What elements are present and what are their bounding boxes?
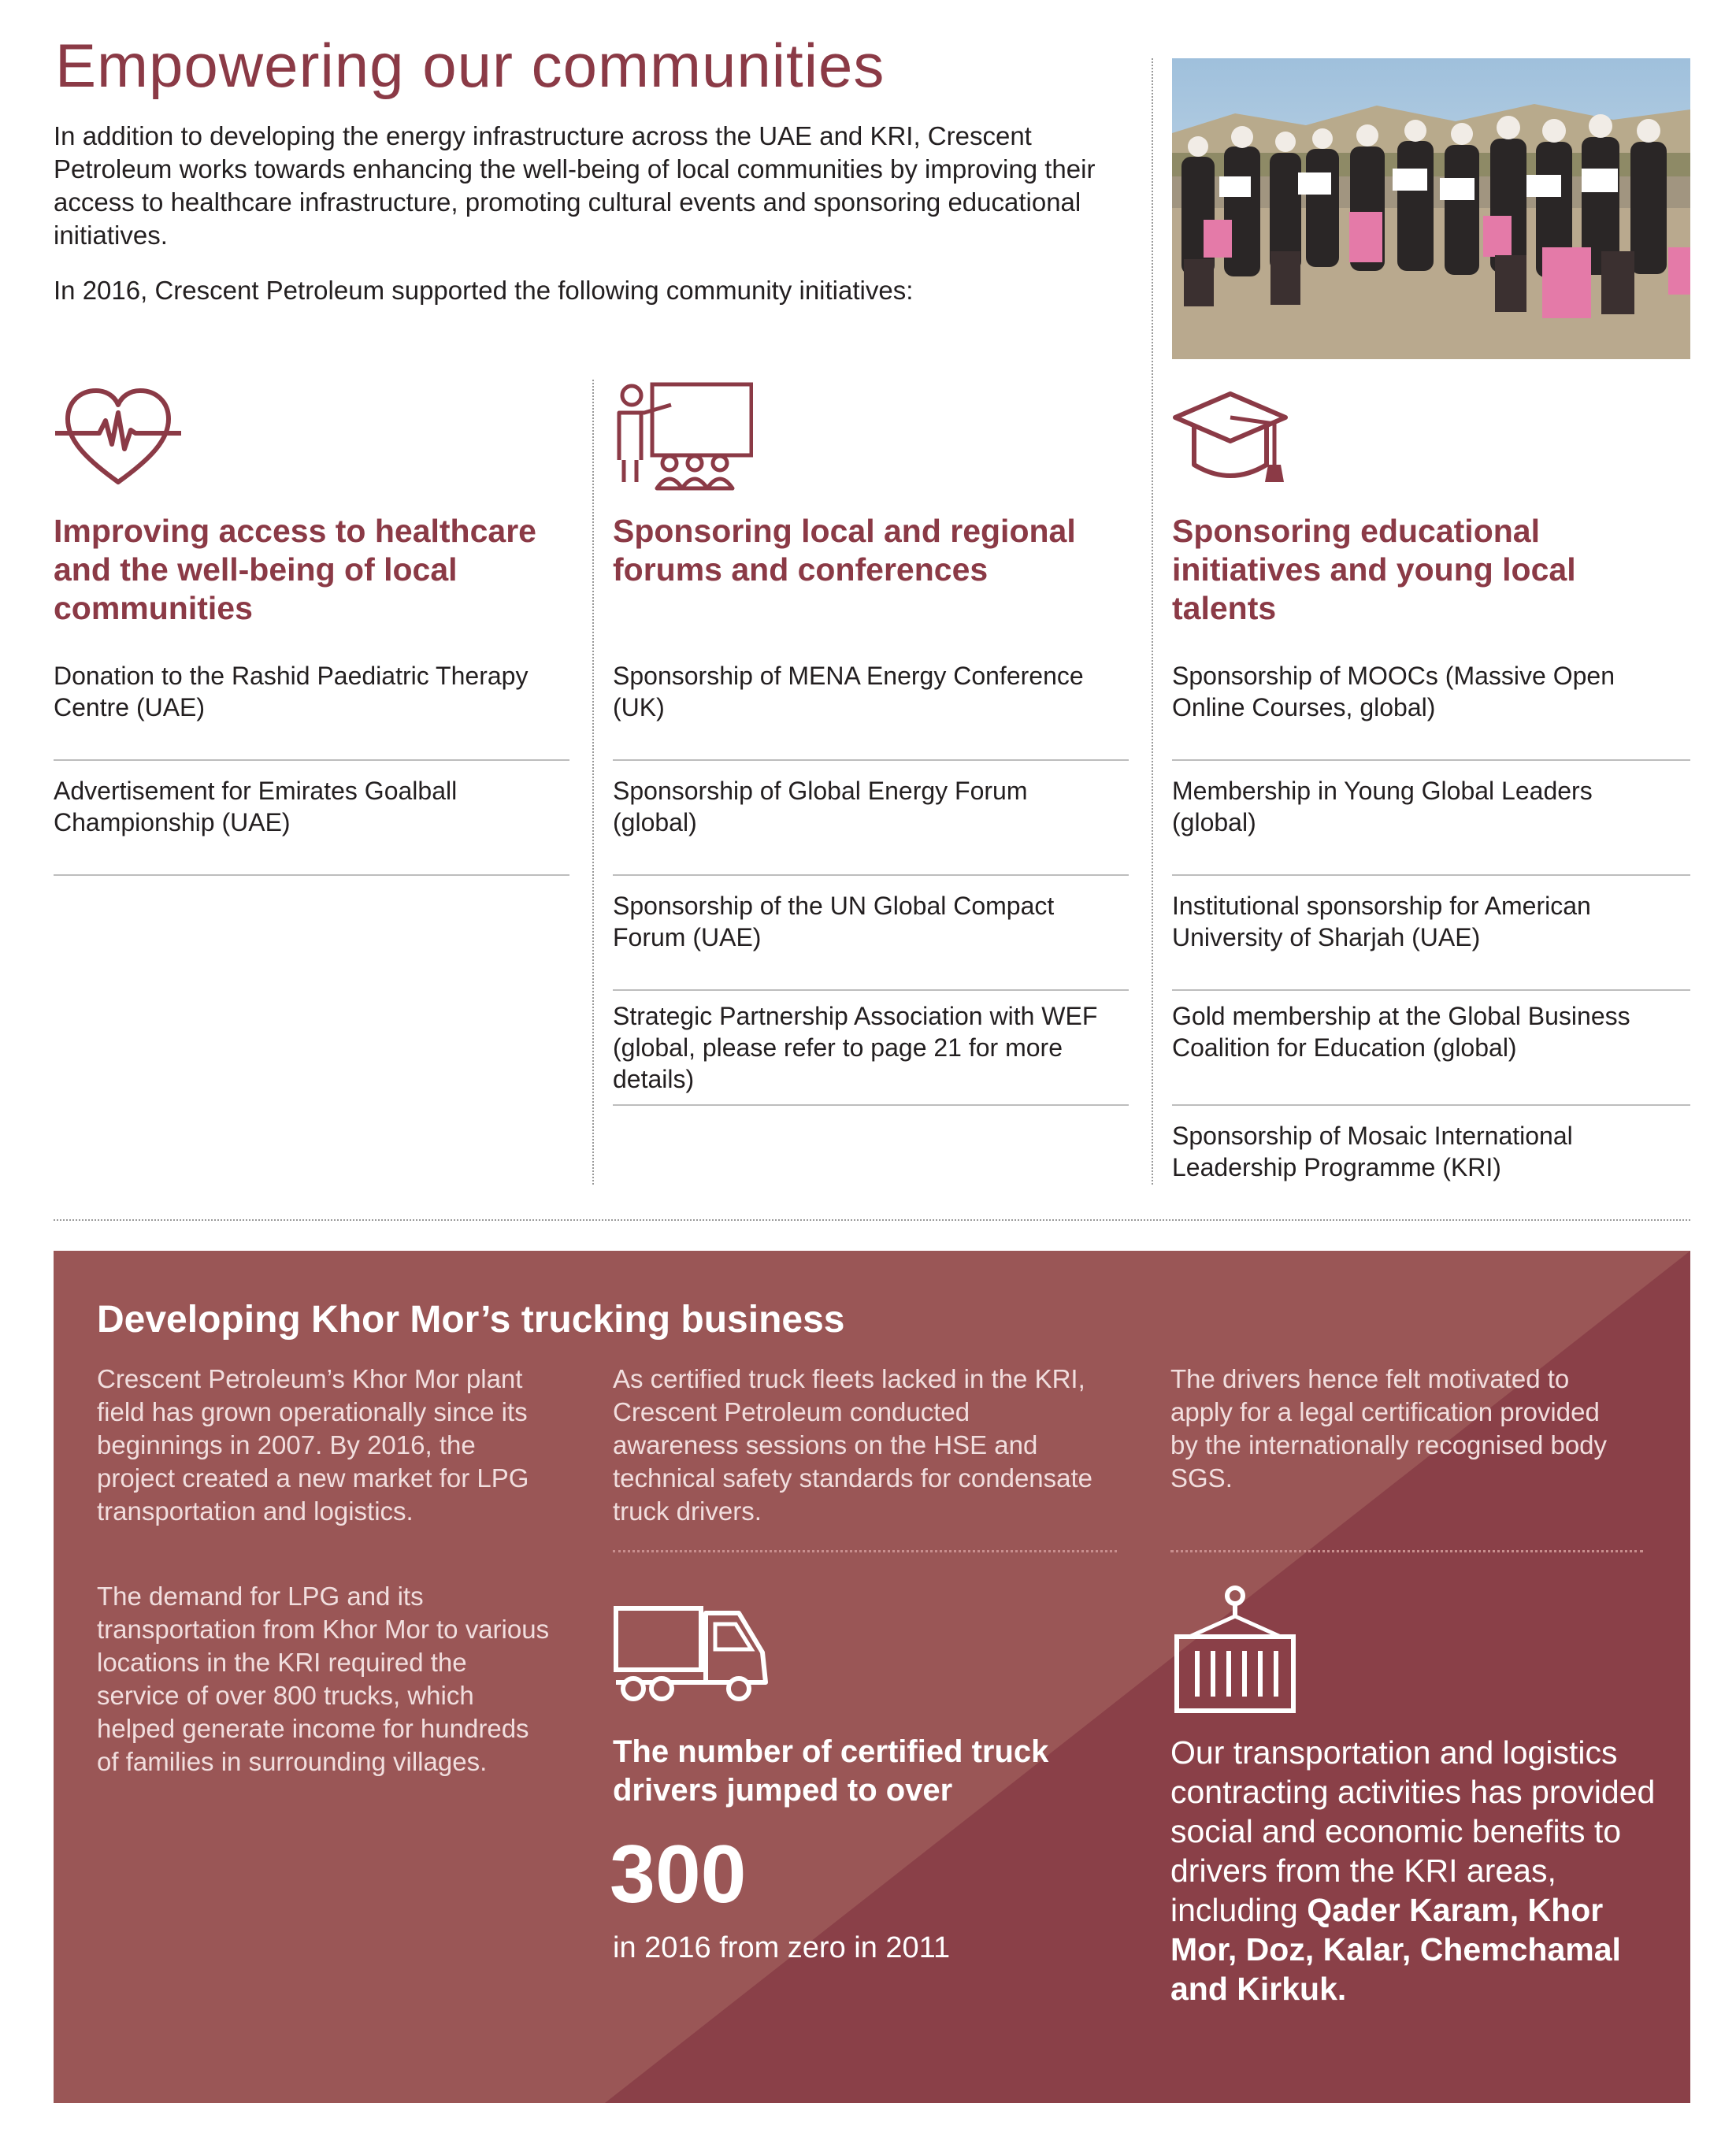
intro-lead: In 2016, Crescent Petroleum supported the following community initiatives: <box>54 276 914 305</box>
panel-divider <box>613 1550 1117 1552</box>
item-divider <box>613 874 1129 876</box>
benefit-statement <box>1170 1733 1667 2008</box>
page-title: Empowering our communities <box>55 31 885 100</box>
community-photo <box>1172 58 1690 359</box>
heartbeat-icon <box>54 386 183 487</box>
col2-item: Sponsorship of the UN Global Compact Forum (UAE) <box>613 892 1055 951</box>
col1-item: Donation to the Rashid Paediatric Therapy Centre (UAE) <box>54 662 529 721</box>
col2-title: Sponsoring local and regional forums and conferences <box>613 513 1076 588</box>
col3-item: Sponsorship of MOOCs (Massive Open Online Courses, global) <box>1172 662 1615 721</box>
benefit-text: Our transportation and logistics contracting activities has provided social and economic benefits to drivers from the KRI areas, including <box>1170 1734 1656 1928</box>
item-divider <box>54 759 569 761</box>
trucking-paragraph: The drivers hence felt motivated to apply for a legal certification provided by the internationally recognised body SGS. <box>1170 1364 1608 1493</box>
col3-item: Sponsorship of Mosaic International Leadership Programme (KRI) <box>1172 1122 1573 1181</box>
trucking-paragraph: Crescent Petroleum’s Khor Mor plant field has grown operationally since its beginnings in 2007. By 2016, the project created a new market for LPG transportation and logistics. <box>97 1364 529 1526</box>
container-icon <box>1172 1585 1298 1715</box>
benefit-places: Qader Karam, Khor Mor, Doz, Kalar, Chemchamal and Kirkuk. <box>1170 1892 1621 2007</box>
stat-subtext: in 2016 from zero in 2011 <box>613 1931 951 1964</box>
col2-item: Sponsorship of Global Energy Forum (global) <box>613 777 1028 836</box>
column-divider <box>1152 58 1153 1185</box>
item-divider <box>1172 1104 1690 1106</box>
col2-item: Strategic Partnership Association with WEF (global, please refer to page 21 for more details) <box>613 1002 1098 1093</box>
stat-number: 300 <box>610 1829 747 1920</box>
item-divider <box>613 1104 1129 1106</box>
trucking-title: Developing Khor Mor’s trucking business <box>97 1299 845 1341</box>
stat-lead: The number of certified truck drivers jumped to over <box>613 1734 1049 1808</box>
col1-title: Improving access to healthcare and the well-being of local communities <box>54 513 536 626</box>
trucking-paragraph: As certified truck fleets lacked in the KRI, Crescent Petroleum conducted awareness sessions on the HSE and technical safety standards for condensate truck drivers. <box>613 1364 1093 1526</box>
item-divider <box>1172 989 1690 991</box>
col3-title: Sponsoring educational initiatives and young local talents <box>1172 513 1576 626</box>
col1-item: Advertisement for Emirates Goalball Championship (UAE) <box>54 777 458 836</box>
col3-item: Membership in Young Global Leaders (global) <box>1172 777 1593 836</box>
item-divider <box>1172 874 1690 876</box>
presentation-icon <box>613 381 753 493</box>
item-divider <box>613 759 1129 761</box>
section-divider <box>54 1219 1690 1221</box>
trucking-panel <box>54 1251 1690 2103</box>
panel-divider <box>1170 1550 1643 1552</box>
col2-item: Sponsorship of MENA Energy Conference (UK) <box>613 662 1084 721</box>
item-divider <box>613 989 1129 991</box>
trucking-paragraph: The demand for LPG and its transportation from Khor Mor to various locations in the KRI required the service of over 800 trucks, which helped generate income for hundreds of families in surrounding villages. <box>97 1582 550 1776</box>
item-divider <box>1172 759 1690 761</box>
col3-item: Gold membership at the Global Business Coalition for Education (global) <box>1172 1002 1630 1062</box>
col3-item: Institutional sponsorship for American University of Sharjah (UAE) <box>1172 892 1591 951</box>
graduation-cap-icon <box>1170 389 1290 487</box>
column-divider <box>592 380 594 1185</box>
item-divider <box>54 874 569 876</box>
intro-paragraph: In addition to developing the energy infrastructure across the UAE and KRI, Crescent Petroleum works towards enhancing the well-being of local communities by improving their access to healthcare infrastructure, promoting cultural events and sponsoring educational initiatives. <box>54 121 1096 250</box>
truck-icon <box>613 1604 770 1703</box>
